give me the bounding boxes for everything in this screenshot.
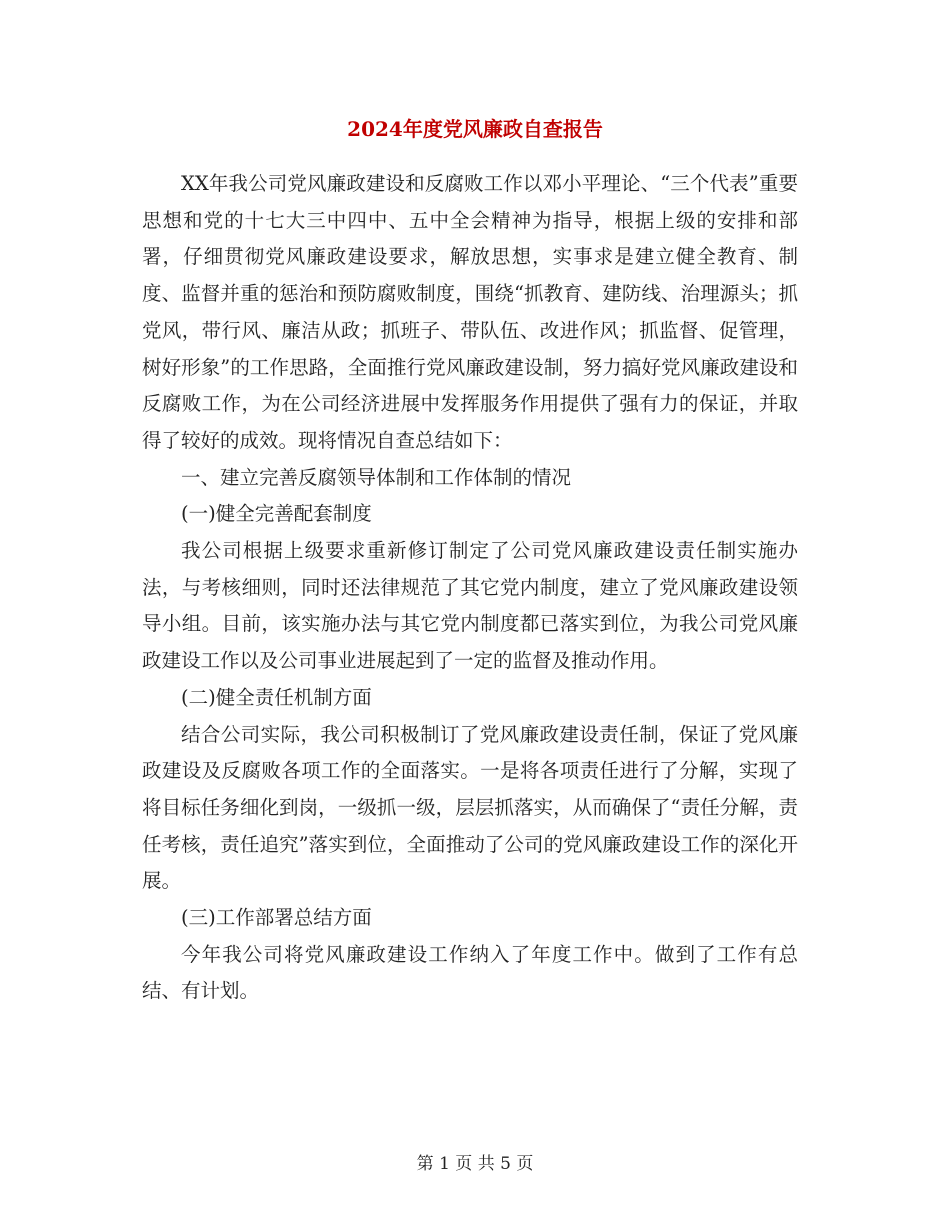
paragraph-responsibility: 结合公司实际，我公司积极制订了党风廉政建设责任制，保证了党风廉政建设及反腐败各项工作的全面落实。一是将各项责任进行了分解，实现了将目标任务细化到岗，一级抓一级，层层抓落实，从而确保了“责任分解，责任考核，责任追究”落实到位，全面推动了公司的党风廉政建设工作的深化开展。	[142, 722, 798, 893]
subsection-heading-3: (三)工作部署总结方面	[181, 906, 372, 930]
document-body	[142, 166, 798, 1010]
subsection-heading-2: (二)健全责任机制方面	[181, 685, 372, 709]
section-heading-1: 一、建立完善反腐领导体制和工作体制的情况	[181, 465, 572, 489]
paragraph-intro: XX年我公司党风廉政建设和反腐败工作以邓小平理论、“三个代表”重要思想和党的十七大三中四中、五中全会精神为指导，根据上级的安排和部署，仔细贯彻党风廉政建设要求，解放思想，实事求是建立健全教育、制度、监督并重的惩治和预防腐败制度，围绕“抓教育、建防线、治理源头；抓党风，带行风、廉洁从政；抓班子、带队伍、改进作风；抓监督、促管理，树好形象”的工作思路，全面推行党风廉政建设制，努力搞好党风廉政建设和反腐败工作，为在公司经济进展中发挥服务作用提供了强有力的保证，并取得了较好的成效。现将情况自查总结如下：	[142, 172, 798, 452]
page-footer	[0, 1152, 950, 1176]
paragraph-system: 我公司根据上级要求重新修订制定了公司党风廉政建设责任制实施办法，与考核细则，同时还法律规范了其它党内制度，建立了党风廉政建设领导小组。目前，该实施办法与其它党内制度都已落实到位，为我公司党风廉政建设工作以及公司事业进展起到了一定的监督及推动作用。	[142, 539, 798, 673]
paragraph-planning: 今年我公司将党风廉政建设工作纳入了年度工作中。做到了工作有总结、有计划。	[142, 942, 798, 1003]
subsection-heading-1: (一)健全完善配套制度	[181, 502, 372, 526]
document-title: 2024年度党风廉政自查报告	[347, 117, 603, 141]
page-number-label: 第 1 页 共 5 页	[416, 1154, 534, 1174]
